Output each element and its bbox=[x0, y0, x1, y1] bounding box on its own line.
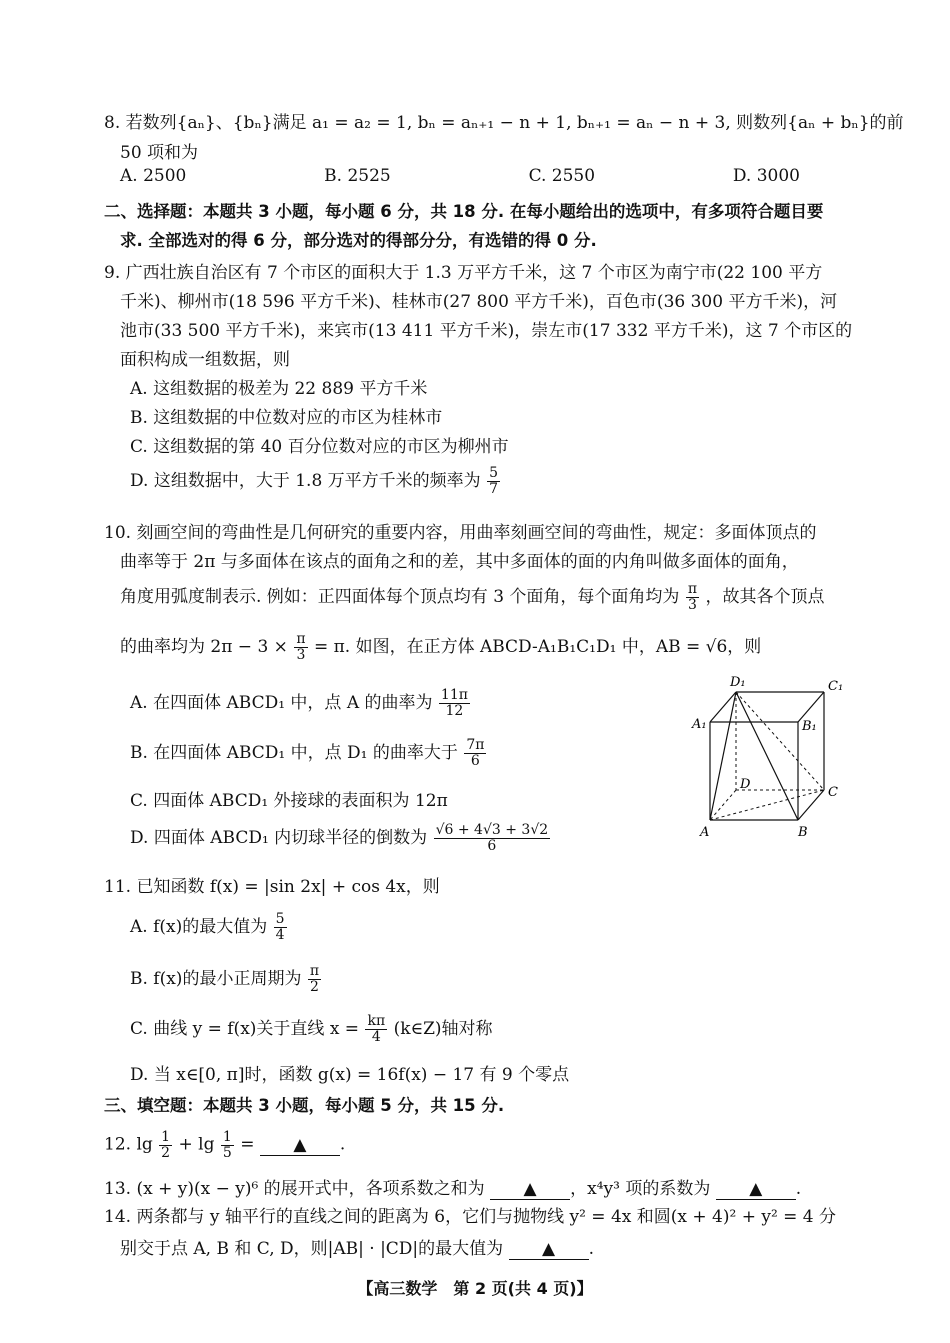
q11-option-d: D. 当 x∈[0, π]时，函数 g(x) = 16f(x) − 17 有 9 个零点 bbox=[130, 1065, 570, 1085]
q12-equals: = bbox=[240, 1134, 255, 1155]
q10-line4-text: 的曲率均为 2π − 3 × bbox=[120, 637, 288, 657]
q12-answer-blank[interactable]: ▲ bbox=[260, 1135, 340, 1156]
q10-option-d-fraction bbox=[434, 823, 551, 853]
q10-option-b bbox=[130, 738, 487, 769]
q11-option-c-text-end: (k∈Z)轴对称 bbox=[393, 1019, 493, 1039]
q10-line4-text-end: = π. 如图，在正方体 ABCD-A₁B₁C₁D₁ 中，AB = √6，则 bbox=[313, 637, 762, 657]
section2-heading-line1: 二、选择题：本题共 3 小题，每小题 6 分，共 18 分. 在每小题给出的选项中，有多项符合题目要 bbox=[104, 202, 824, 221]
q8-option-d: D. 3000 bbox=[732, 166, 800, 186]
fraction-numerator: 11π bbox=[440, 687, 468, 704]
q10-option-c: C. 四面体 ABCD₁ 外接球的表面积为 12π bbox=[130, 791, 448, 811]
q10-option-a bbox=[130, 688, 471, 719]
q11-option-b bbox=[130, 964, 322, 995]
q11-option-c-fraction bbox=[365, 1014, 387, 1044]
fraction-denominator: 6 bbox=[470, 753, 480, 769]
fraction-numerator: 5 bbox=[489, 465, 499, 482]
q10-option-d-text: D. 四面体 ABCD₁ 内切球半径的倒数为 bbox=[130, 828, 428, 848]
q9-option-d-text: D. 这组数据中，大于 1.8 万平方千米的频率为 bbox=[130, 471, 481, 491]
q9-option-b: B. 这组数据的中位数对应的市区为桂林市 bbox=[130, 408, 443, 428]
fraction-denominator: 2 bbox=[310, 979, 319, 995]
q8-option-a: A. 2500 bbox=[120, 166, 187, 186]
fraction-denominator: 7 bbox=[489, 481, 499, 497]
section2-heading-line2: 求. 全部选对的得 6 分，部分选对的得部分分，有选错的得 0 分. bbox=[120, 231, 597, 250]
label-b1: B₁ bbox=[802, 719, 817, 734]
section3-heading: 三、填空题：本题共 3 小题，每小题 5 分，共 15 分. bbox=[104, 1096, 505, 1115]
q11-option-c bbox=[130, 1014, 493, 1045]
edge-d1b bbox=[736, 692, 798, 820]
q13-answer-blank-2[interactable]: ▲ bbox=[716, 1179, 796, 1200]
q10-option-b-text: B. 在四面体 ABCD₁ 中，点 D₁ 的曲率大于 bbox=[130, 743, 458, 763]
q14-line1: 14. 两条都与 y 轴平行的直线之间的距离为 6，它们与抛物线 y² = 4x 和圆(x + 4)² + y² = 4 分 bbox=[104, 1207, 837, 1227]
q11-option-c-text: C. 曲线 y = f(x)关于直线 x = bbox=[130, 1019, 360, 1039]
edge-ac-hidden bbox=[710, 790, 824, 820]
fraction-numerator: 5 bbox=[275, 911, 285, 928]
q9-option-d bbox=[130, 466, 501, 497]
q11-option-b-fraction bbox=[308, 964, 321, 994]
q8-line2: 50 项和为 bbox=[120, 143, 199, 163]
q10-option-d bbox=[130, 823, 551, 854]
fraction-denominator: 12 bbox=[445, 703, 464, 719]
q10-line3-fraction bbox=[686, 582, 699, 612]
q11-option-a-fraction bbox=[274, 912, 287, 942]
label-a: A bbox=[700, 825, 710, 840]
fraction-denominator: 3 bbox=[296, 647, 306, 663]
q11-option-a bbox=[130, 912, 288, 943]
q14-answer-blank[interactable]: ▲ bbox=[509, 1239, 589, 1260]
q8-line1: 8. 若数列{aₙ}、{bₙ}满足 a₁ = a₂ = 1, bₙ = aₙ₊₁ − n + 1, bₙ₊₁ = aₙ − n + 3, 则数列{aₙ + bₙ}的前 bbox=[104, 113, 904, 133]
fraction-numerator: 7π bbox=[466, 737, 485, 754]
label-c1: C₁ bbox=[828, 679, 844, 694]
q11-line1: 11. 已知函数 f(x) = |sin 2x| + cos 4x，则 bbox=[104, 877, 440, 897]
fraction-numerator: 1 bbox=[222, 1129, 232, 1145]
fraction-denominator: 4 bbox=[371, 1029, 381, 1045]
fraction-numerator: kπ bbox=[367, 1013, 386, 1030]
fraction-denominator: 3 bbox=[687, 597, 697, 613]
q9-option-c: C. 这组数据的第 40 百分位数对应的市区为柳州市 bbox=[130, 437, 509, 457]
fraction-numerator: 1 bbox=[161, 1129, 171, 1145]
q13-line bbox=[104, 1174, 801, 1200]
edge-d1a bbox=[710, 692, 736, 820]
q8-option-b: B. 2525 bbox=[324, 166, 391, 186]
q10-line3-text-end: ，故其各个顶点 bbox=[705, 587, 825, 607]
q13-answer-blank-1[interactable]: ▲ bbox=[490, 1179, 570, 1200]
q10-line3 bbox=[120, 582, 824, 613]
fraction-numerator: π bbox=[687, 581, 698, 598]
q13-period: . bbox=[795, 1179, 802, 1199]
edge-da-hidden bbox=[710, 790, 736, 820]
q9-line1: 9. 广西壮族自治区有 7 个市区的面积大于 1.3 万平方千米，这 7 个市区为南宁市(22 100 平方 bbox=[104, 263, 823, 283]
q13-text: 13. (x + y)(x − y)⁶ 的展开式中，各项系数之和为 bbox=[104, 1179, 485, 1199]
fraction-numerator: π bbox=[309, 963, 320, 980]
q10-line2: 曲率等于 2π 与多面体在该点的面角之和的差，其中多面体的面的内角叫做多面体的面角， bbox=[120, 552, 799, 572]
q9-option-a: A. 这组数据的极差为 22 889 平方千米 bbox=[130, 379, 428, 399]
q10-line4 bbox=[120, 632, 761, 663]
label-d1: D₁ bbox=[730, 675, 746, 690]
edge-c1b1 bbox=[798, 692, 824, 722]
q13-text-mid: ，x⁴y³ 项的系数为 bbox=[570, 1179, 711, 1199]
label-b: B bbox=[798, 825, 808, 840]
q8-options bbox=[120, 166, 800, 186]
fraction-denominator: 6 bbox=[487, 838, 497, 854]
q12-text-mid: + lg bbox=[178, 1134, 215, 1155]
q12-text: 12. lg bbox=[104, 1134, 153, 1155]
q11-option-a-text: A. f(x)的最大值为 bbox=[130, 917, 268, 937]
q14-line2 bbox=[120, 1234, 594, 1260]
q12-line bbox=[104, 1130, 345, 1160]
q9-option-d-fraction bbox=[487, 466, 500, 496]
q10-option-a-text: A. 在四面体 ABCD₁ 中，点 A 的曲率为 bbox=[130, 693, 433, 713]
fraction-numerator: π bbox=[296, 631, 306, 648]
q12-period: . bbox=[339, 1134, 346, 1155]
q10-line1: 10. 刻画空间的弯曲性是几何研究的重要内容，用曲率刻画空间的弯曲性，规定：多面体顶点的 bbox=[104, 523, 817, 543]
label-d: D bbox=[740, 777, 751, 792]
q10-line3-text: 角度用弧度制表示. 例如：正四面体每个顶点均有 3 个面角，每个面角均为 bbox=[120, 587, 680, 607]
q9-line4: 面积构成一组数据，则 bbox=[120, 350, 290, 370]
q9-line3: 池市(33 500 平方千米)，来宾市(13 411 平方千米)，崇左市(17 332 平方千米)，这 7 个市区的 bbox=[120, 321, 853, 341]
fraction-denominator: 5 bbox=[222, 1144, 232, 1161]
edge-a1d1 bbox=[710, 692, 736, 722]
q12-fraction1 bbox=[159, 1130, 172, 1160]
label-c: C bbox=[828, 785, 838, 800]
q14-text: 别交于点 A, B 和 C, D，则|AB| · |CD|的最大值为 bbox=[120, 1239, 504, 1259]
edge-cb bbox=[798, 790, 824, 820]
q14-period: . bbox=[588, 1239, 594, 1259]
q11-option-b-text: B. f(x)的最小正周期为 bbox=[130, 969, 302, 989]
q10-option-b-fraction bbox=[464, 738, 486, 768]
fraction-denominator: 2 bbox=[161, 1144, 171, 1161]
page-footer: 【高三数学 第 2 页(共 4 页)】 bbox=[357, 1279, 593, 1298]
fraction-denominator: 4 bbox=[275, 927, 285, 943]
cube-figure bbox=[690, 672, 850, 842]
q10-line4-fraction bbox=[294, 632, 307, 662]
label-a1: A₁ bbox=[692, 717, 707, 732]
q8-option-c: C. 2550 bbox=[528, 166, 596, 186]
q10-option-a-fraction bbox=[439, 688, 470, 718]
fraction-numerator: √6 + 4√3 + 3√2 bbox=[435, 822, 549, 839]
q12-fraction2 bbox=[221, 1130, 234, 1160]
q9-line2: 千米)、柳州市(18 596 平方千米)、桂林市(27 800 平方千米)，百色市(36 300 平方千米)，河 bbox=[120, 292, 838, 312]
